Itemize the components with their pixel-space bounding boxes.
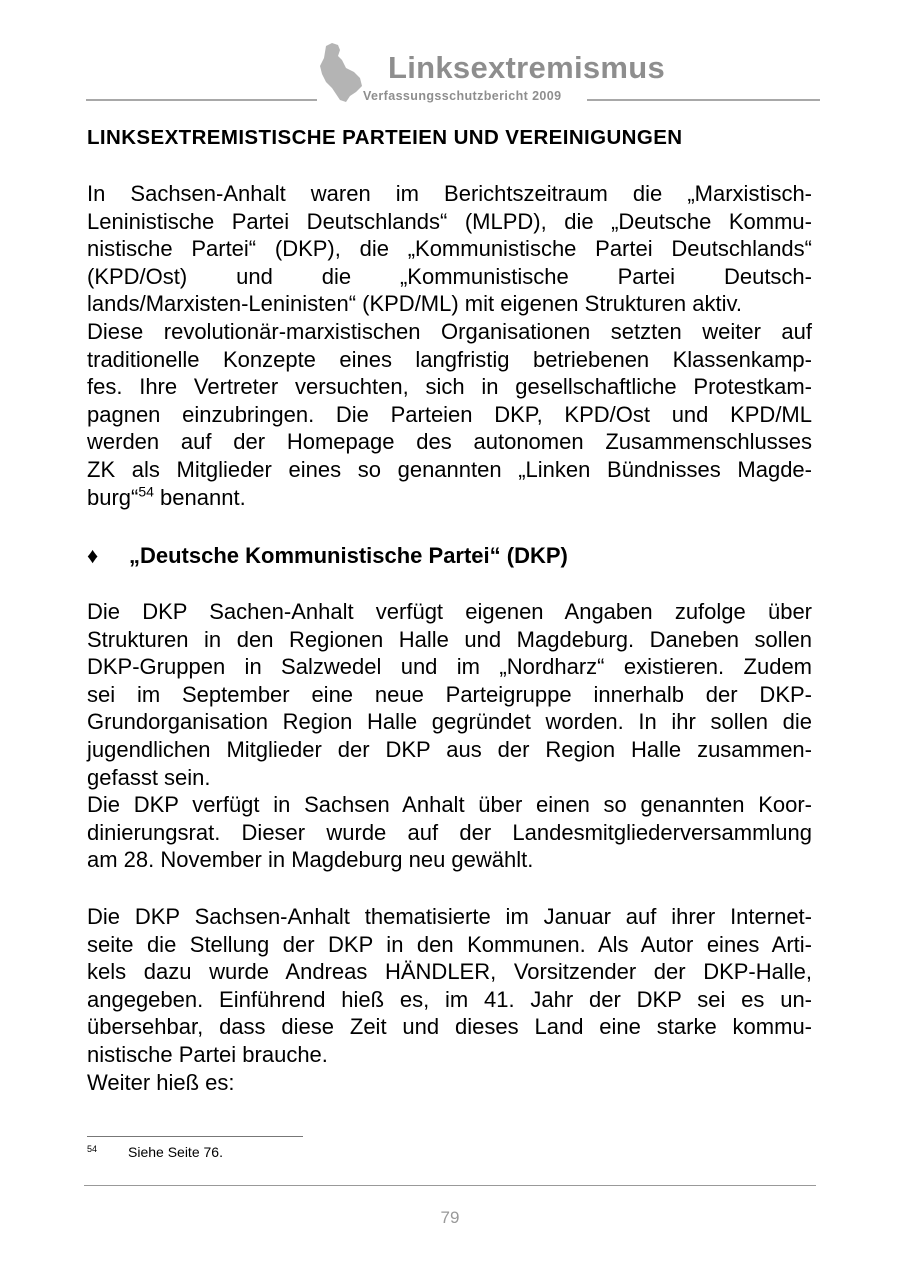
text-line: Weiter hieß es: xyxy=(87,1069,235,1095)
text-line: In Sachsen-Anhalt waren im Berichtszeitraum die „Marxistisch- xyxy=(87,181,812,206)
header-rule-right xyxy=(587,99,820,101)
text-line: übersehbar, dass diese Zeit und dieses Land eine starke kommu- xyxy=(87,1014,812,1040)
footnote-number: 54 xyxy=(87,1144,98,1154)
text-line: fes. Ihre Vertreter versuchten, sich in gesellschaftliche Protestkam- xyxy=(87,374,812,400)
text-line: am 28. November in Magdeburg neu gewählt. xyxy=(87,847,534,873)
footnote xyxy=(87,1144,223,1160)
subheading-text: „Deutsche Kommunistische Partei“ (DKP) xyxy=(129,543,568,568)
text-line: kels dazu wurde Andreas HÄNDLER, Vorsitzender der DKP-Halle, xyxy=(87,959,812,985)
text-line: Diese revolutionär-marxistischen Organisationen setzten weiter auf xyxy=(87,318,812,344)
section-heading: LINKSEXTREMISTISCHE PARTEIEN UND VEREINIGUNGEN xyxy=(87,126,683,149)
text-line: (KPD/Ost) und die „Kommunistische Partei Deutsch- xyxy=(87,263,812,289)
page-number: 79 xyxy=(440,1208,460,1227)
text-line: dinierungsrat. Dieser wurde auf der Landesmitgliederversammlung xyxy=(87,819,812,845)
text-line: DKP-Gruppen in Salzwedel und im „Nordharz“ existieren. Zudem xyxy=(87,654,812,680)
saxony-anhalt-map-icon xyxy=(318,42,366,104)
text-line: Leninistische Partei Deutschlands“ (MLPD), die „Deutsche Kommu- xyxy=(87,208,812,234)
text-line: Die DKP Sachen-Anhalt verfügt eigenen Angaben zufolge über xyxy=(87,599,812,624)
text-line: Grundorganisation Region Halle gegründet worden. In ihr sollen die xyxy=(87,709,812,735)
text-line xyxy=(87,484,812,512)
text-line: Strukturen in den Regionen Halle und Magdeburg. Daneben sollen xyxy=(87,626,812,652)
text-line: seite die Stellung der DKP in den Kommunen. Als Autor eines Arti- xyxy=(87,931,812,957)
footer-rule xyxy=(84,1185,816,1186)
text-line: lands/Marxisten-Leninisten“ (KPD/ML) mit eigenen Strukturen aktiv. xyxy=(87,291,742,317)
text-line: jugendlichen Mitglieder der DKP aus der Region Halle zusammen- xyxy=(87,736,812,762)
footnote-rule xyxy=(87,1136,303,1137)
text-line: angegeben. Einführend hieß es, im 41. Jahr der DKP sei es un- xyxy=(87,986,812,1012)
diamond-bullet-icon: ♦ xyxy=(87,543,99,568)
paragraph-dkp-internet xyxy=(87,903,812,1096)
text-line: traditionelle Konzepte eines langfristig betriebenen Klassenkamp- xyxy=(87,346,812,372)
paragraph-intro-end xyxy=(87,484,812,512)
text-line: werden auf der Homepage des autonomen Zusammenschlusses xyxy=(87,429,812,455)
paragraph-intro xyxy=(87,180,812,484)
text-line: Die DKP Sachsen-Anhalt thematisierte im Januar auf ihrer Internet- xyxy=(87,904,812,929)
header-title: Linksextremismus xyxy=(388,50,666,85)
footnote-ref[interactable]: 54 xyxy=(138,483,154,500)
text-line: nistische Partei brauche. xyxy=(87,1041,328,1067)
paragraph-dkp-structure xyxy=(87,598,812,874)
text-line: nistische Partei“ (DKP), die „Kommunistische Partei Deutschlands“ xyxy=(87,236,812,262)
text-line: ZK als Mitglieder eines so genannten „Linken Bündnisses Magde- xyxy=(87,456,812,482)
subheading xyxy=(87,543,568,569)
header-subtitle: Verfassungsschutzbericht 2009 xyxy=(363,89,562,103)
text-line: gefasst sein. xyxy=(87,764,211,790)
text-line: pagnen einzubringen. Die Parteien DKP, KPD/Ost und KPD/ML xyxy=(87,401,812,427)
text-line: sei im September eine neue Parteigruppe innerhalb der DKP- xyxy=(87,681,812,707)
footnote-text: Siehe Seite 76. xyxy=(128,1144,223,1160)
text: burg“ xyxy=(87,484,139,510)
text-line: Die DKP verfügt in Sachsen Anhalt über einen so genannten Koor- xyxy=(87,792,812,818)
header-rule-left xyxy=(86,99,317,101)
text: benannt. xyxy=(153,484,246,510)
